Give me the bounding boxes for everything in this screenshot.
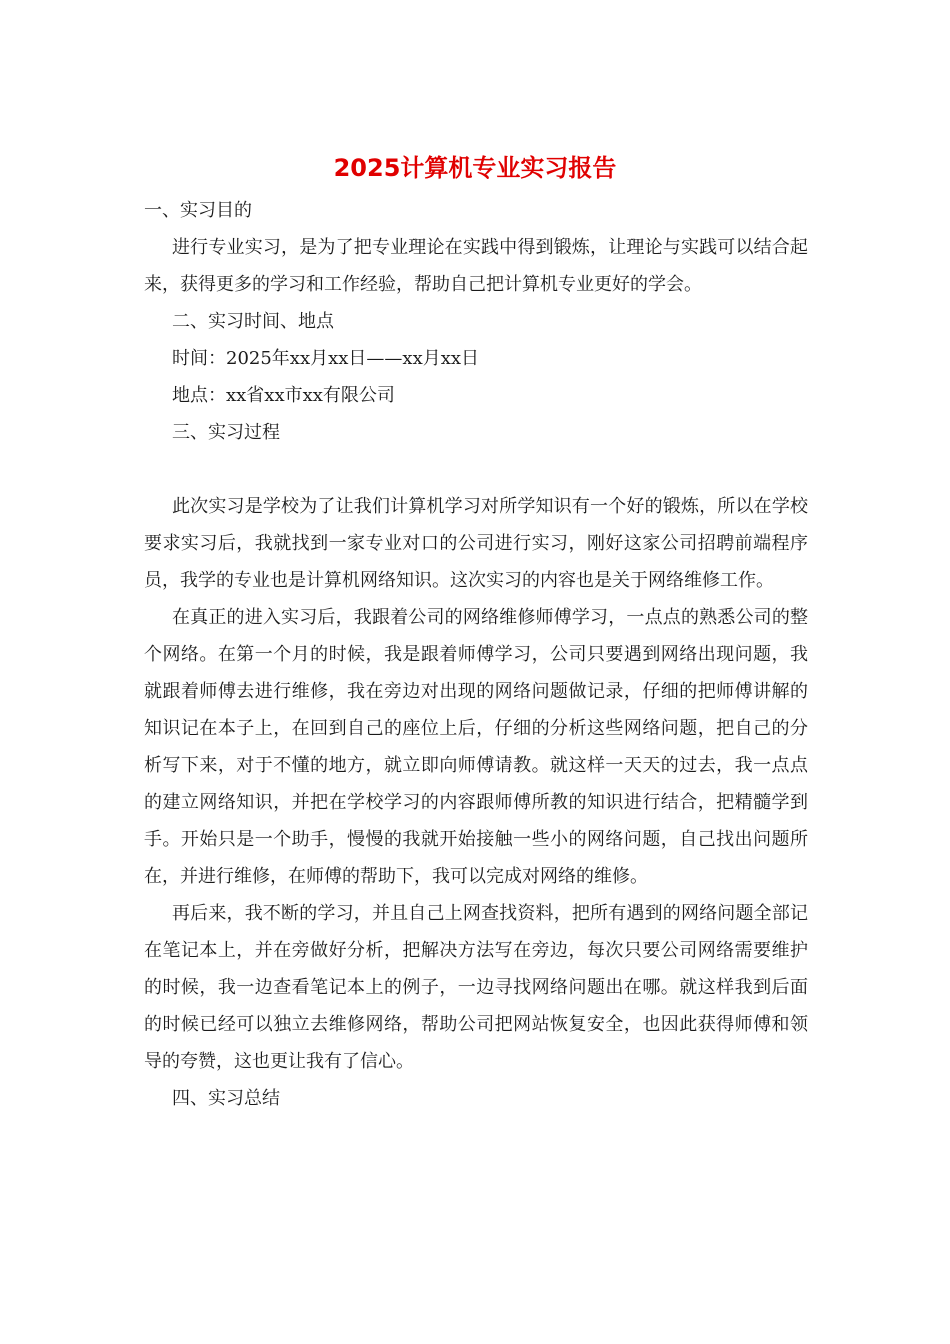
section-heading-time-place: 二、实习时间、地点 bbox=[172, 311, 334, 332]
paragraph-time: 时间：2025年xx月xx日——xx月xx日 bbox=[172, 348, 480, 369]
section-heading-process: 三、实习过程 bbox=[172, 422, 280, 443]
paragraph-process-growth: 再后来，我不断的学习，并且自己上网查找资料，把所有遇到的网络问题全部记在笔记本上，并在旁做好分析，把解决方法写在旁边，每次只要公司网络需要维护的时候，我一边查看笔记本上的例子，一边寻找网络问题出在哪。就这样我到后面的时候已经可以独立去维修网络，帮助公司把网站恢复安全，也因此获得师傅和领导的夸赞，这也更让我有了信心。 bbox=[144, 903, 808, 1072]
document-title: 2025计算机专业实习报告 bbox=[333, 154, 617, 182]
paragraph-process-intro: 此次实习是学校为了让我们计算机学习对所学知识有一个好的锻炼，所以在学校要求实习后，我就找到一家专业对口的公司进行实习，刚好这家公司招聘前端程序员，我学的专业也是计算机网络知识。这次实习的内容也是关于网络维修工作。 bbox=[144, 496, 808, 591]
paragraph-place: 地点：xx省xx市xx有限公司 bbox=[172, 385, 395, 406]
section-heading-summary: 四、实习总结 bbox=[172, 1088, 280, 1109]
blank-line bbox=[144, 451, 808, 488]
paragraph-purpose: 进行专业实习，是为了把专业理论在实践中得到锻炼，让理论与实践可以结合起来，获得更多的学习和工作经验，帮助自己把计算机专业更好的学会。 bbox=[144, 237, 808, 295]
paragraph-process-learning: 在真正的进入实习后，我跟着公司的网络维修师傅学习，一点点的熟悉公司的整个网络。在第一个月的时候，我是跟着师傅学习，公司只要遇到网络出现问题，我就跟着师傅去进行维修，我在旁边对出现的网络问题做记录，仔细的把师傅讲解的知识记在本子上，在回到自己的座位上后，仔细的分析这些网络问题，把自己的分析写下来，对于不懂的地方，就立即向师傅请教。就这样一天天的过去，我一点点的建立网络知识，并把在学校学习的内容跟师傅所教的知识进行结合，把精髓学到手。开始只是一个助手，慢慢的我就开始接触一些小的网络问题，自己找出问题所在，并进行维修，在师傅的帮助下，我可以完成对网络的维修。 bbox=[144, 607, 808, 887]
document-body bbox=[144, 192, 808, 1117]
section-heading-purpose: 一、实习目的 bbox=[144, 200, 252, 221]
